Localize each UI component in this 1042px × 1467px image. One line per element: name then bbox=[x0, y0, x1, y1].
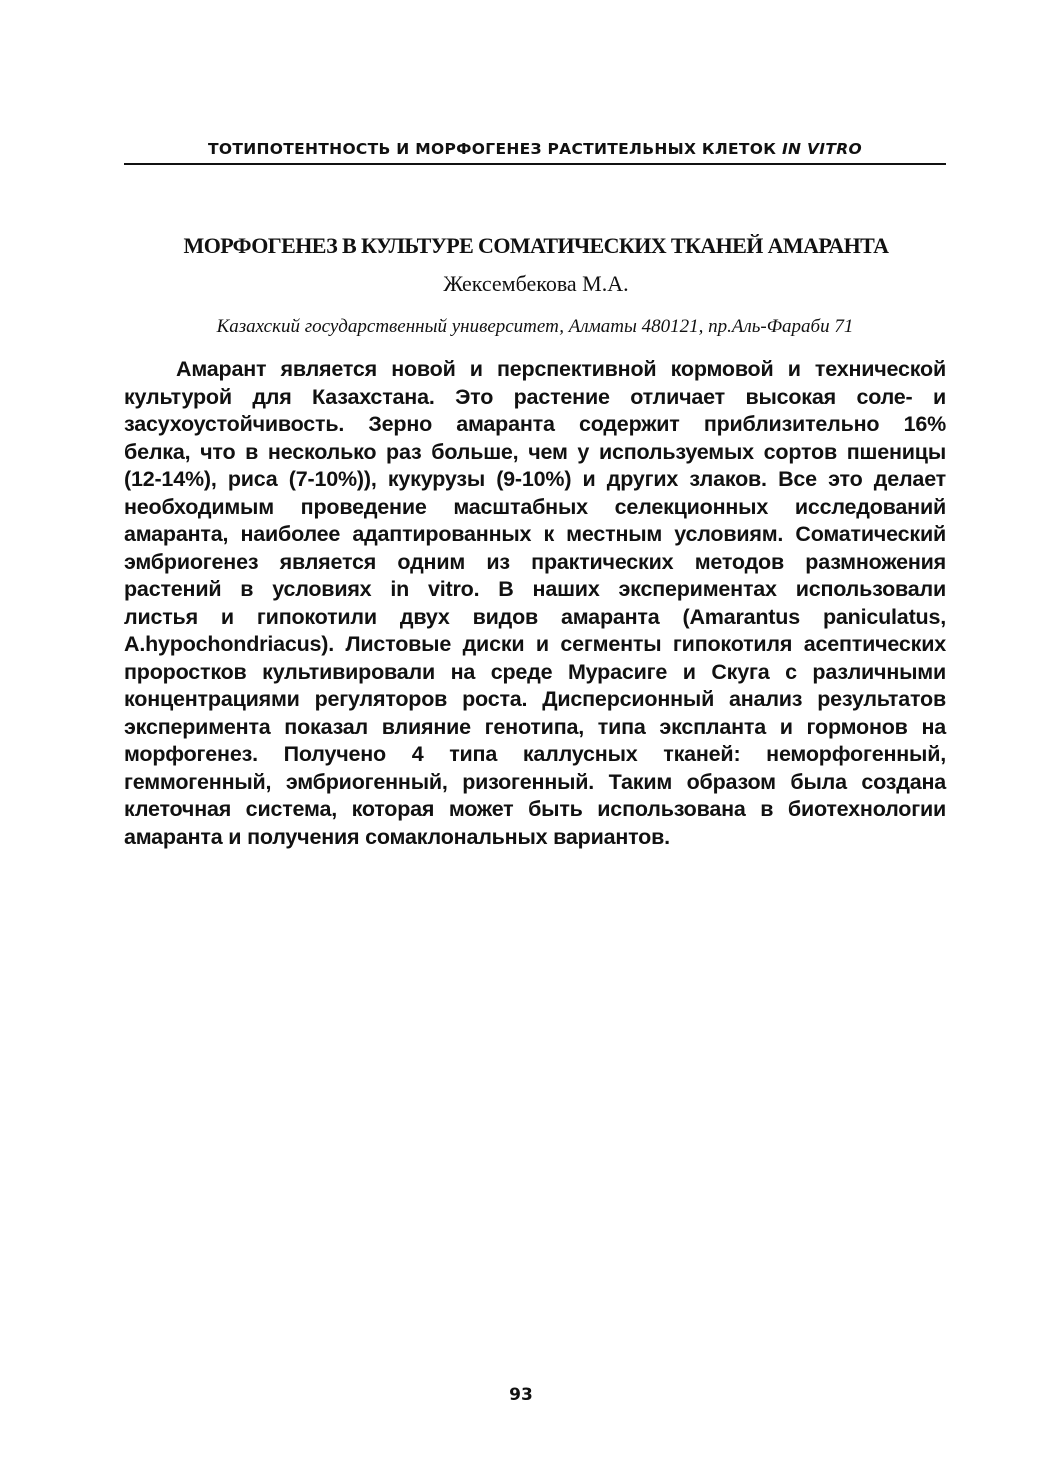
abstract-line: растений в условиях in vitro. В наших экспериментах использовали bbox=[124, 577, 946, 601]
running-header bbox=[124, 140, 946, 158]
abstract-line: морфогенез. Получено 4 типа каллусных тканей: неморфогенный, bbox=[124, 742, 946, 766]
abstract-line: эмбриогенез является одним из практических методов размножения bbox=[124, 549, 946, 574]
abstract-line: геммогенный, эмбриогенный, ризогенный. Таким образом была создана bbox=[124, 769, 946, 794]
abstract-line: белка, что в несколько раз больше, чем у используемых сортов пшеницы bbox=[124, 439, 946, 464]
abstract-line: амаранта, наиболее адаптированных к местным условиям. Соматический bbox=[124, 522, 946, 546]
abstract-line: концентрациями регуляторов роста. Дисперсионный анализ результатов bbox=[124, 687, 946, 711]
article-title: МОРФОГЕНЕЗ В КУЛЬТУРЕ СОМАТИЧЕСКИХ ТКАНЕЙ АМАРАНТА bbox=[183, 233, 889, 258]
abstract-line: проростков культивировали на среде Мурасиге и Скуга с различными bbox=[124, 659, 946, 684]
abstract-line: необходимым проведение масштабных селекционных исследований bbox=[124, 494, 946, 519]
abstract-line: A.hypochondriacus). Листовые диски и сегменты гипокотиля асептических bbox=[124, 632, 946, 656]
article-author: Жексембекова М.А. bbox=[443, 271, 629, 296]
article-affiliation: Казахский государственный университет, Алматы 480121, пр.Аль-Фараби 71 bbox=[216, 316, 854, 337]
abstract-line: клеточная система, которая может быть использована в биотехнологии bbox=[124, 797, 946, 821]
running-header-title: ТОТИПОТЕНТНОСТЬ И МОРФОГЕНЕЗ РАСТИТЕЛЬНЫХ КЛЕТОК bbox=[208, 140, 777, 158]
abstract-line: засухоустойчивость. Зерно амаранта содержит приблизительно 16% bbox=[124, 412, 946, 436]
abstract-line: Амарант является новой и перспективной кормовой и технической bbox=[176, 357, 946, 381]
running-header-italic: IN VITRO bbox=[781, 140, 862, 158]
abstract-line: амаранта и получения сомаклональных вариантов. bbox=[124, 824, 670, 849]
abstract-line: культурой для Казахстана. Это растение отличает высокая соле- и bbox=[124, 384, 946, 409]
abstract-line: листья и гипокотили двух видов амаранта (Amarantus paniculatus, bbox=[124, 604, 946, 629]
abstract-line: эксперимента показал влияние генотипа, типа экспланта и гормонов на bbox=[124, 714, 946, 739]
header-rule bbox=[124, 163, 946, 165]
abstract-line: (12-14%), риса (7-10%)), кукурузы (9-10%) и других злаков. Все это делает bbox=[124, 467, 946, 491]
page-number: 93 bbox=[509, 1385, 533, 1405]
abstract-body bbox=[124, 356, 946, 851]
